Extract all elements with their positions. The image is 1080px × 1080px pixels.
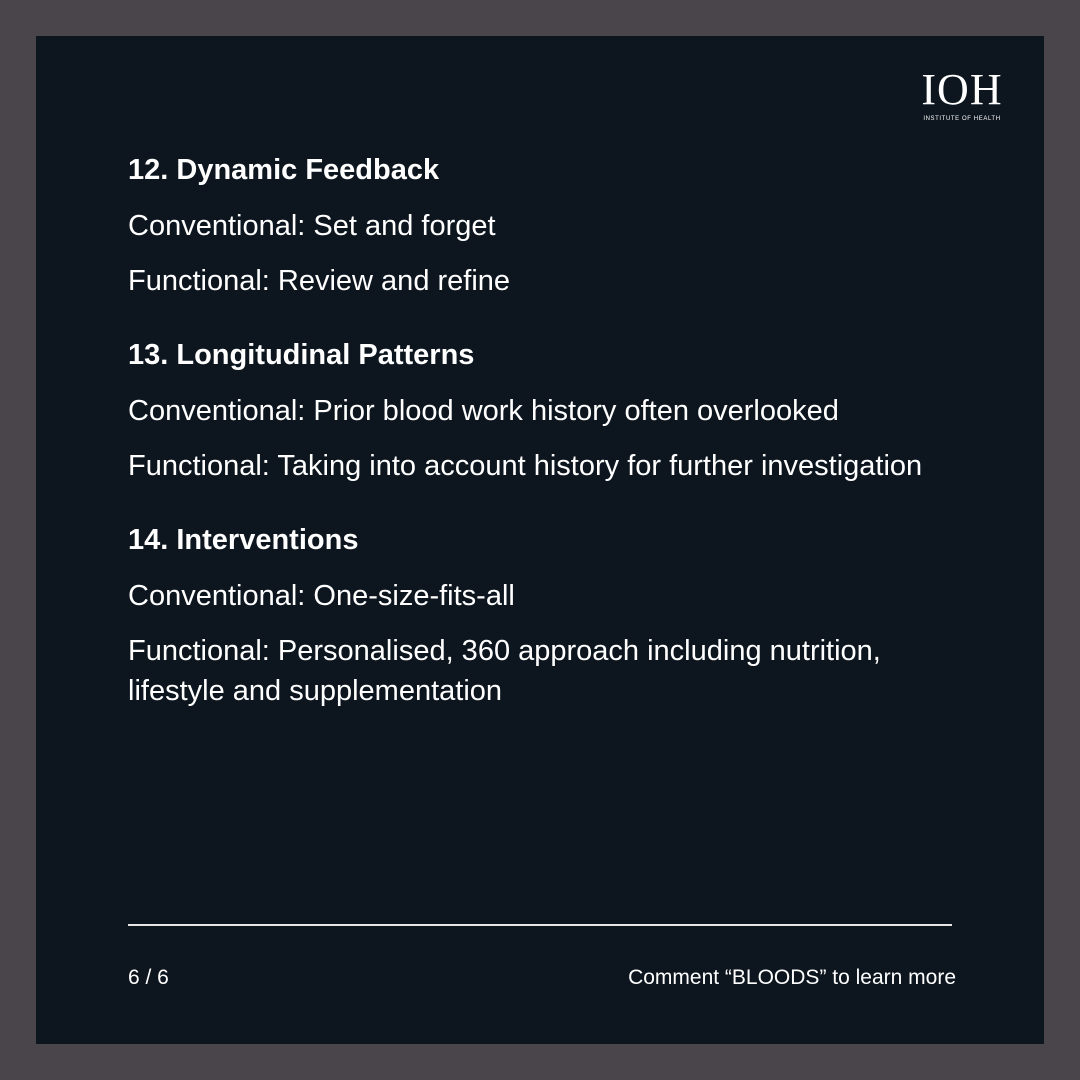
brand-logo [914, 65, 1010, 122]
section-dynamic-feedback [128, 152, 928, 301]
section-longitudinal-patterns [128, 337, 928, 486]
logo-mark: IOH [921, 65, 1003, 114]
conventional-text: Conventional: One-size-fits-all [128, 580, 515, 612]
functional-text: Functional: Personalised, 360 approach including nutrition, lifestyle and supplementation [128, 635, 881, 707]
call-to-action: Comment “BLOODS” to learn more [628, 966, 956, 989]
section-title: 13. Longitudinal Patterns [128, 339, 475, 371]
slide-card [36, 36, 1044, 1044]
comparison-list [128, 152, 928, 747]
section-interventions [128, 522, 928, 711]
page-indicator: 6 / 6 [128, 966, 169, 989]
functional-text: Functional: Review and refine [128, 265, 511, 297]
functional-text: Functional: Taking into account history for further investigation [128, 450, 923, 482]
footer-divider [128, 924, 952, 926]
section-title: 12. Dynamic Feedback [128, 154, 440, 186]
conventional-text: Conventional: Prior blood work history often overlooked [128, 395, 839, 427]
section-title: 14. Interventions [128, 524, 359, 556]
logo-subtitle: INSTITUTE OF HEALTH [923, 116, 1001, 122]
conventional-text: Conventional: Set and forget [128, 210, 496, 242]
